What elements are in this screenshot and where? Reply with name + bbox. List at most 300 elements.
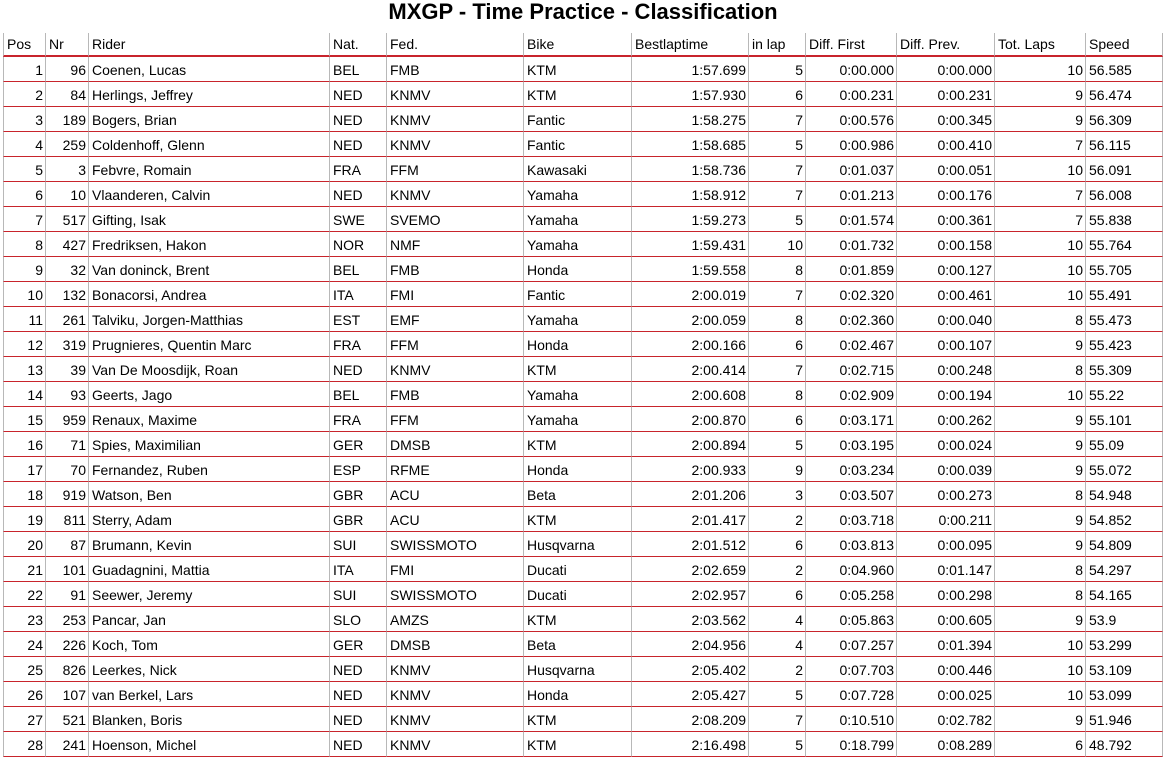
- speed-cell: 55.705: [1086, 257, 1163, 282]
- diff-first-cell: 0:02.909: [806, 382, 897, 407]
- table-row: [3, 482, 1163, 507]
- fed-cell: FMB: [387, 257, 524, 282]
- nr-cell: 919: [46, 482, 89, 507]
- pos-cell: 6: [3, 182, 46, 207]
- nr-cell: 521: [46, 707, 89, 732]
- bike-cell: Yamaha: [524, 407, 632, 432]
- pos-cell: 26: [3, 682, 46, 707]
- speed-cell: 56.115: [1086, 132, 1163, 157]
- diff-first-cell: 0:03.813: [806, 532, 897, 557]
- tot-laps-cell: 7: [995, 182, 1086, 207]
- diff-prev-cell: 0:00.039: [897, 457, 995, 482]
- rider-cell: Herlings, Jeffrey: [89, 82, 330, 107]
- rider-cell: Leerkes, Nick: [89, 657, 330, 682]
- bestlaptime-cell: 1:58.685: [632, 132, 749, 157]
- diff-prev-cell: 0:01.394: [897, 632, 995, 657]
- nr-cell: 93: [46, 382, 89, 407]
- nat-cell: NED: [330, 132, 387, 157]
- column-header-nat: Nat.: [330, 33, 387, 57]
- diff-first-cell: 0:10.510: [806, 707, 897, 732]
- nat-cell: FRA: [330, 157, 387, 182]
- bestlaptime-cell: 1:59.273: [632, 207, 749, 232]
- diff-prev-cell: 0:00.095: [897, 532, 995, 557]
- tot-laps-cell: 7: [995, 132, 1086, 157]
- in-lap-cell: 6: [749, 532, 806, 557]
- bestlaptime-cell: 2:00.019: [632, 282, 749, 307]
- fed-cell: FFM: [387, 157, 524, 182]
- diff-prev-cell: 0:00.127: [897, 257, 995, 282]
- diff-prev-cell: 0:00.262: [897, 407, 995, 432]
- bike-cell: Honda: [524, 682, 632, 707]
- bike-cell: KTM: [524, 357, 632, 382]
- bike-cell: KTM: [524, 57, 632, 82]
- in-lap-cell: 5: [749, 682, 806, 707]
- nat-cell: SLO: [330, 607, 387, 632]
- nat-cell: GBR: [330, 507, 387, 532]
- rider-cell: Hoenson, Michel: [89, 732, 330, 757]
- fed-cell: DMSB: [387, 632, 524, 657]
- tot-laps-cell: 10: [995, 282, 1086, 307]
- table-row: [3, 382, 1163, 407]
- rider-cell: Geerts, Jago: [89, 382, 330, 407]
- table-row: [3, 507, 1163, 532]
- bike-cell: KTM: [524, 432, 632, 457]
- tot-laps-cell: 9: [995, 82, 1086, 107]
- column-header-in-lap: in lap: [749, 33, 806, 57]
- in-lap-cell: 6: [749, 582, 806, 607]
- nat-cell: NOR: [330, 232, 387, 257]
- diff-first-cell: 0:01.574: [806, 207, 897, 232]
- fed-cell: SWISSMOTO: [387, 582, 524, 607]
- header-row: [3, 33, 1163, 57]
- fed-cell: KNMV: [387, 82, 524, 107]
- diff-prev-cell: 0:00.024: [897, 432, 995, 457]
- nr-cell: 10: [46, 182, 89, 207]
- rider-cell: Koch, Tom: [89, 632, 330, 657]
- bike-cell: Yamaha: [524, 307, 632, 332]
- bestlaptime-cell: 1:59.431: [632, 232, 749, 257]
- nat-cell: NED: [330, 182, 387, 207]
- speed-cell: 55.101: [1086, 407, 1163, 432]
- fed-cell: FMB: [387, 382, 524, 407]
- in-lap-cell: 5: [749, 432, 806, 457]
- bike-cell: Honda: [524, 332, 632, 357]
- bestlaptime-cell: 2:05.402: [632, 657, 749, 682]
- bestlaptime-cell: 2:00.870: [632, 407, 749, 432]
- bestlaptime-cell: 1:59.558: [632, 257, 749, 282]
- nat-cell: NED: [330, 107, 387, 132]
- fed-cell: KNMV: [387, 132, 524, 157]
- speed-cell: 54.165: [1086, 582, 1163, 607]
- speed-cell: 55.764: [1086, 232, 1163, 257]
- fed-cell: KNMV: [387, 707, 524, 732]
- fed-cell: EMF: [387, 307, 524, 332]
- bestlaptime-cell: 2:04.956: [632, 632, 749, 657]
- nat-cell: GER: [330, 632, 387, 657]
- table-row: [3, 632, 1163, 657]
- nr-cell: 826: [46, 657, 89, 682]
- column-header-bike: Bike: [524, 33, 632, 57]
- classification-table: [3, 33, 1163, 757]
- column-header-pos: Pos: [3, 33, 46, 57]
- in-lap-cell: 7: [749, 107, 806, 132]
- rider-cell: Seewer, Jeremy: [89, 582, 330, 607]
- fed-cell: FFM: [387, 332, 524, 357]
- bike-cell: Yamaha: [524, 382, 632, 407]
- bike-cell: Honda: [524, 457, 632, 482]
- rider-cell: van Berkel, Lars: [89, 682, 330, 707]
- bike-cell: Ducati: [524, 557, 632, 582]
- diff-prev-cell: 0:00.273: [897, 482, 995, 507]
- column-header-diff-prev: Diff. Prev.: [897, 33, 995, 57]
- bestlaptime-cell: 2:02.957: [632, 582, 749, 607]
- table-row: [3, 407, 1163, 432]
- fed-cell: FFM: [387, 407, 524, 432]
- in-lap-cell: 3: [749, 482, 806, 507]
- column-header-rider: Rider: [89, 33, 330, 57]
- bestlaptime-cell: 1:58.912: [632, 182, 749, 207]
- speed-cell: 53.9: [1086, 607, 1163, 632]
- tot-laps-cell: 9: [995, 707, 1086, 732]
- diff-prev-cell: 0:08.289: [897, 732, 995, 757]
- rider-cell: Coldenhoff, Glenn: [89, 132, 330, 157]
- bestlaptime-cell: 2:01.417: [632, 507, 749, 532]
- speed-cell: 56.008: [1086, 182, 1163, 207]
- diff-first-cell: 0:03.195: [806, 432, 897, 457]
- diff-prev-cell: 0:00.231: [897, 82, 995, 107]
- pos-cell: 9: [3, 257, 46, 282]
- in-lap-cell: 8: [749, 307, 806, 332]
- rider-cell: Renaux, Maxime: [89, 407, 330, 432]
- rider-cell: Guadagnini, Mattia: [89, 557, 330, 582]
- pos-cell: 23: [3, 607, 46, 632]
- diff-prev-cell: 0:00.107: [897, 332, 995, 357]
- in-lap-cell: 8: [749, 257, 806, 282]
- bestlaptime-cell: 2:00.166: [632, 332, 749, 357]
- diff-prev-cell: 0:00.248: [897, 357, 995, 382]
- table-row: [3, 657, 1163, 682]
- table-row: [3, 232, 1163, 257]
- rider-cell: Van doninck, Brent: [89, 257, 330, 282]
- speed-cell: 51.946: [1086, 707, 1163, 732]
- nr-cell: 427: [46, 232, 89, 257]
- bike-cell: Ducati: [524, 582, 632, 607]
- table-row: [3, 207, 1163, 232]
- in-lap-cell: 6: [749, 332, 806, 357]
- nat-cell: NED: [330, 707, 387, 732]
- speed-cell: 54.297: [1086, 557, 1163, 582]
- table-row: [3, 57, 1163, 82]
- bike-cell: Beta: [524, 632, 632, 657]
- nat-cell: NED: [330, 682, 387, 707]
- speed-cell: 54.948: [1086, 482, 1163, 507]
- table-row: [3, 707, 1163, 732]
- tot-laps-cell: 10: [995, 657, 1086, 682]
- nr-cell: 319: [46, 332, 89, 357]
- bike-cell: Husqvarna: [524, 657, 632, 682]
- pos-cell: 25: [3, 657, 46, 682]
- diff-first-cell: 0:05.258: [806, 582, 897, 607]
- in-lap-cell: 6: [749, 407, 806, 432]
- rider-cell: Brumann, Kevin: [89, 532, 330, 557]
- bike-cell: Husqvarna: [524, 532, 632, 557]
- tot-laps-cell: 9: [995, 407, 1086, 432]
- speed-cell: 55.22: [1086, 382, 1163, 407]
- pos-cell: 1: [3, 57, 46, 82]
- diff-first-cell: 0:18.799: [806, 732, 897, 757]
- table-row: [3, 282, 1163, 307]
- in-lap-cell: 9: [749, 457, 806, 482]
- nat-cell: GER: [330, 432, 387, 457]
- diff-first-cell: 0:00.986: [806, 132, 897, 157]
- nat-cell: SWE: [330, 207, 387, 232]
- rider-cell: Prugnieres, Quentin Marc: [89, 332, 330, 357]
- rider-cell: Fredriksen, Hakon: [89, 232, 330, 257]
- nr-cell: 84: [46, 82, 89, 107]
- speed-cell: 55.491: [1086, 282, 1163, 307]
- rider-cell: Gifting, Isak: [89, 207, 330, 232]
- pos-cell: 14: [3, 382, 46, 407]
- bestlaptime-cell: 2:00.059: [632, 307, 749, 332]
- table-row: [3, 532, 1163, 557]
- fed-cell: FMI: [387, 282, 524, 307]
- speed-cell: 56.585: [1086, 57, 1163, 82]
- bestlaptime-cell: 1:58.736: [632, 157, 749, 182]
- bike-cell: Fantic: [524, 107, 632, 132]
- diff-first-cell: 0:03.718: [806, 507, 897, 532]
- diff-prev-cell: 0:00.158: [897, 232, 995, 257]
- tot-laps-cell: 8: [995, 307, 1086, 332]
- nat-cell: EST: [330, 307, 387, 332]
- bestlaptime-cell: 2:03.562: [632, 607, 749, 632]
- nr-cell: 101: [46, 557, 89, 582]
- pos-cell: 17: [3, 457, 46, 482]
- speed-cell: 55.473: [1086, 307, 1163, 332]
- column-header-fed: Fed.: [387, 33, 524, 57]
- nr-cell: 32: [46, 257, 89, 282]
- speed-cell: 54.852: [1086, 507, 1163, 532]
- nat-cell: ITA: [330, 282, 387, 307]
- diff-first-cell: 0:01.859: [806, 257, 897, 282]
- bike-cell: Yamaha: [524, 182, 632, 207]
- diff-prev-cell: 0:02.782: [897, 707, 995, 732]
- in-lap-cell: 7: [749, 707, 806, 732]
- fed-cell: FMB: [387, 57, 524, 82]
- speed-cell: 55.309: [1086, 357, 1163, 382]
- bestlaptime-cell: 1:58.275: [632, 107, 749, 132]
- bestlaptime-cell: 2:00.933: [632, 457, 749, 482]
- in-lap-cell: 5: [749, 207, 806, 232]
- bike-cell: Beta: [524, 482, 632, 507]
- table-row: [3, 682, 1163, 707]
- diff-first-cell: 0:02.360: [806, 307, 897, 332]
- speed-cell: 48.792: [1086, 732, 1163, 757]
- nr-cell: 189: [46, 107, 89, 132]
- table-row: [3, 132, 1163, 157]
- speed-cell: 53.299: [1086, 632, 1163, 657]
- nr-cell: 241: [46, 732, 89, 757]
- rider-cell: Talviku, Jorgen-Matthias: [89, 307, 330, 332]
- nr-cell: 811: [46, 507, 89, 532]
- fed-cell: KNMV: [387, 357, 524, 382]
- speed-cell: 53.099: [1086, 682, 1163, 707]
- diff-prev-cell: 0:00.211: [897, 507, 995, 532]
- pos-cell: 4: [3, 132, 46, 157]
- table-row: [3, 82, 1163, 107]
- diff-first-cell: 0:04.960: [806, 557, 897, 582]
- diff-first-cell: 0:01.037: [806, 157, 897, 182]
- table-row: [3, 307, 1163, 332]
- table-row: [3, 157, 1163, 182]
- rider-cell: Vlaanderen, Calvin: [89, 182, 330, 207]
- fed-cell: FMI: [387, 557, 524, 582]
- fed-cell: RFME: [387, 457, 524, 482]
- bike-cell: Fantic: [524, 282, 632, 307]
- tot-laps-cell: 9: [995, 432, 1086, 457]
- diff-first-cell: 0:01.213: [806, 182, 897, 207]
- table-row: [3, 107, 1163, 132]
- speed-cell: 53.109: [1086, 657, 1163, 682]
- diff-prev-cell: 0:00.361: [897, 207, 995, 232]
- column-header-tot-laps: Tot. Laps: [995, 33, 1086, 57]
- fed-cell: KNMV: [387, 182, 524, 207]
- pos-cell: 8: [3, 232, 46, 257]
- rider-cell: Blanken, Boris: [89, 707, 330, 732]
- diff-first-cell: 0:02.467: [806, 332, 897, 357]
- pos-cell: 7: [3, 207, 46, 232]
- in-lap-cell: 7: [749, 182, 806, 207]
- diff-first-cell: 0:03.507: [806, 482, 897, 507]
- nr-cell: 87: [46, 532, 89, 557]
- speed-cell: 55.838: [1086, 207, 1163, 232]
- diff-first-cell: 0:02.320: [806, 282, 897, 307]
- pos-cell: 22: [3, 582, 46, 607]
- table-row: [3, 357, 1163, 382]
- column-header-nr: Nr: [46, 33, 89, 57]
- fed-cell: ACU: [387, 482, 524, 507]
- pos-cell: 24: [3, 632, 46, 657]
- fed-cell: KNMV: [387, 732, 524, 757]
- speed-cell: 55.072: [1086, 457, 1163, 482]
- tot-laps-cell: 9: [995, 607, 1086, 632]
- speed-cell: 56.309: [1086, 107, 1163, 132]
- nat-cell: BEL: [330, 57, 387, 82]
- tot-laps-cell: 10: [995, 682, 1086, 707]
- nat-cell: BEL: [330, 382, 387, 407]
- table-row: [3, 732, 1163, 757]
- bike-cell: KTM: [524, 732, 632, 757]
- table-row: [3, 607, 1163, 632]
- diff-prev-cell: 0:00.461: [897, 282, 995, 307]
- bike-cell: KTM: [524, 507, 632, 532]
- bestlaptime-cell: 2:02.659: [632, 557, 749, 582]
- nr-cell: 39: [46, 357, 89, 382]
- diff-prev-cell: 0:00.040: [897, 307, 995, 332]
- in-lap-cell: 10: [749, 232, 806, 257]
- nat-cell: NED: [330, 657, 387, 682]
- pos-cell: 11: [3, 307, 46, 332]
- bestlaptime-cell: 1:57.699: [632, 57, 749, 82]
- nat-cell: GBR: [330, 482, 387, 507]
- in-lap-cell: 5: [749, 132, 806, 157]
- bestlaptime-cell: 2:00.608: [632, 382, 749, 407]
- speed-cell: 55.09: [1086, 432, 1163, 457]
- bestlaptime-cell: 2:16.498: [632, 732, 749, 757]
- nat-cell: NED: [330, 732, 387, 757]
- pos-cell: 18: [3, 482, 46, 507]
- bike-cell: Yamaha: [524, 232, 632, 257]
- table-row: [3, 332, 1163, 357]
- rider-cell: Van De Moosdijk, Roan: [89, 357, 330, 382]
- table-row: [3, 182, 1163, 207]
- pos-cell: 13: [3, 357, 46, 382]
- tot-laps-cell: 10: [995, 632, 1086, 657]
- rider-cell: Coenen, Lucas: [89, 57, 330, 82]
- pos-cell: 3: [3, 107, 46, 132]
- table-row: [3, 457, 1163, 482]
- nr-cell: 259: [46, 132, 89, 157]
- pos-cell: 12: [3, 332, 46, 357]
- rider-cell: Pancar, Jan: [89, 607, 330, 632]
- rider-cell: Bonacorsi, Andrea: [89, 282, 330, 307]
- pos-cell: 28: [3, 732, 46, 757]
- bike-cell: Kawasaki: [524, 157, 632, 182]
- tot-laps-cell: 8: [995, 357, 1086, 382]
- diff-first-cell: 0:07.257: [806, 632, 897, 657]
- tot-laps-cell: 10: [995, 157, 1086, 182]
- diff-first-cell: 0:03.234: [806, 457, 897, 482]
- in-lap-cell: 7: [749, 282, 806, 307]
- in-lap-cell: 7: [749, 357, 806, 382]
- nr-cell: 226: [46, 632, 89, 657]
- bike-cell: Yamaha: [524, 207, 632, 232]
- tot-laps-cell: 9: [995, 507, 1086, 532]
- page-title: MXGP - Time Practice - Classification: [388, 0, 778, 24]
- rider-cell: Sterry, Adam: [89, 507, 330, 532]
- table-row: [3, 432, 1163, 457]
- table-row: [3, 257, 1163, 282]
- fed-cell: KNMV: [387, 657, 524, 682]
- diff-prev-cell: 0:00.051: [897, 157, 995, 182]
- nat-cell: ITA: [330, 557, 387, 582]
- bike-cell: Fantic: [524, 132, 632, 157]
- in-lap-cell: 2: [749, 557, 806, 582]
- bestlaptime-cell: 2:01.512: [632, 532, 749, 557]
- pos-cell: 20: [3, 532, 46, 557]
- rider-cell: Watson, Ben: [89, 482, 330, 507]
- pos-cell: 19: [3, 507, 46, 532]
- diff-first-cell: 0:07.703: [806, 657, 897, 682]
- nat-cell: FRA: [330, 407, 387, 432]
- tot-laps-cell: 8: [995, 557, 1086, 582]
- in-lap-cell: 6: [749, 82, 806, 107]
- diff-first-cell: 0:05.863: [806, 607, 897, 632]
- nat-cell: NED: [330, 82, 387, 107]
- table-row: [3, 582, 1163, 607]
- nr-cell: 517: [46, 207, 89, 232]
- pos-cell: 21: [3, 557, 46, 582]
- bestlaptime-cell: 2:05.427: [632, 682, 749, 707]
- tot-laps-cell: 7: [995, 207, 1086, 232]
- pos-cell: 5: [3, 157, 46, 182]
- nat-cell: ESP: [330, 457, 387, 482]
- nr-cell: 253: [46, 607, 89, 632]
- tot-laps-cell: 10: [995, 232, 1086, 257]
- speed-cell: 55.423: [1086, 332, 1163, 357]
- nat-cell: FRA: [330, 332, 387, 357]
- tot-laps-cell: 8: [995, 582, 1086, 607]
- diff-first-cell: 0:07.728: [806, 682, 897, 707]
